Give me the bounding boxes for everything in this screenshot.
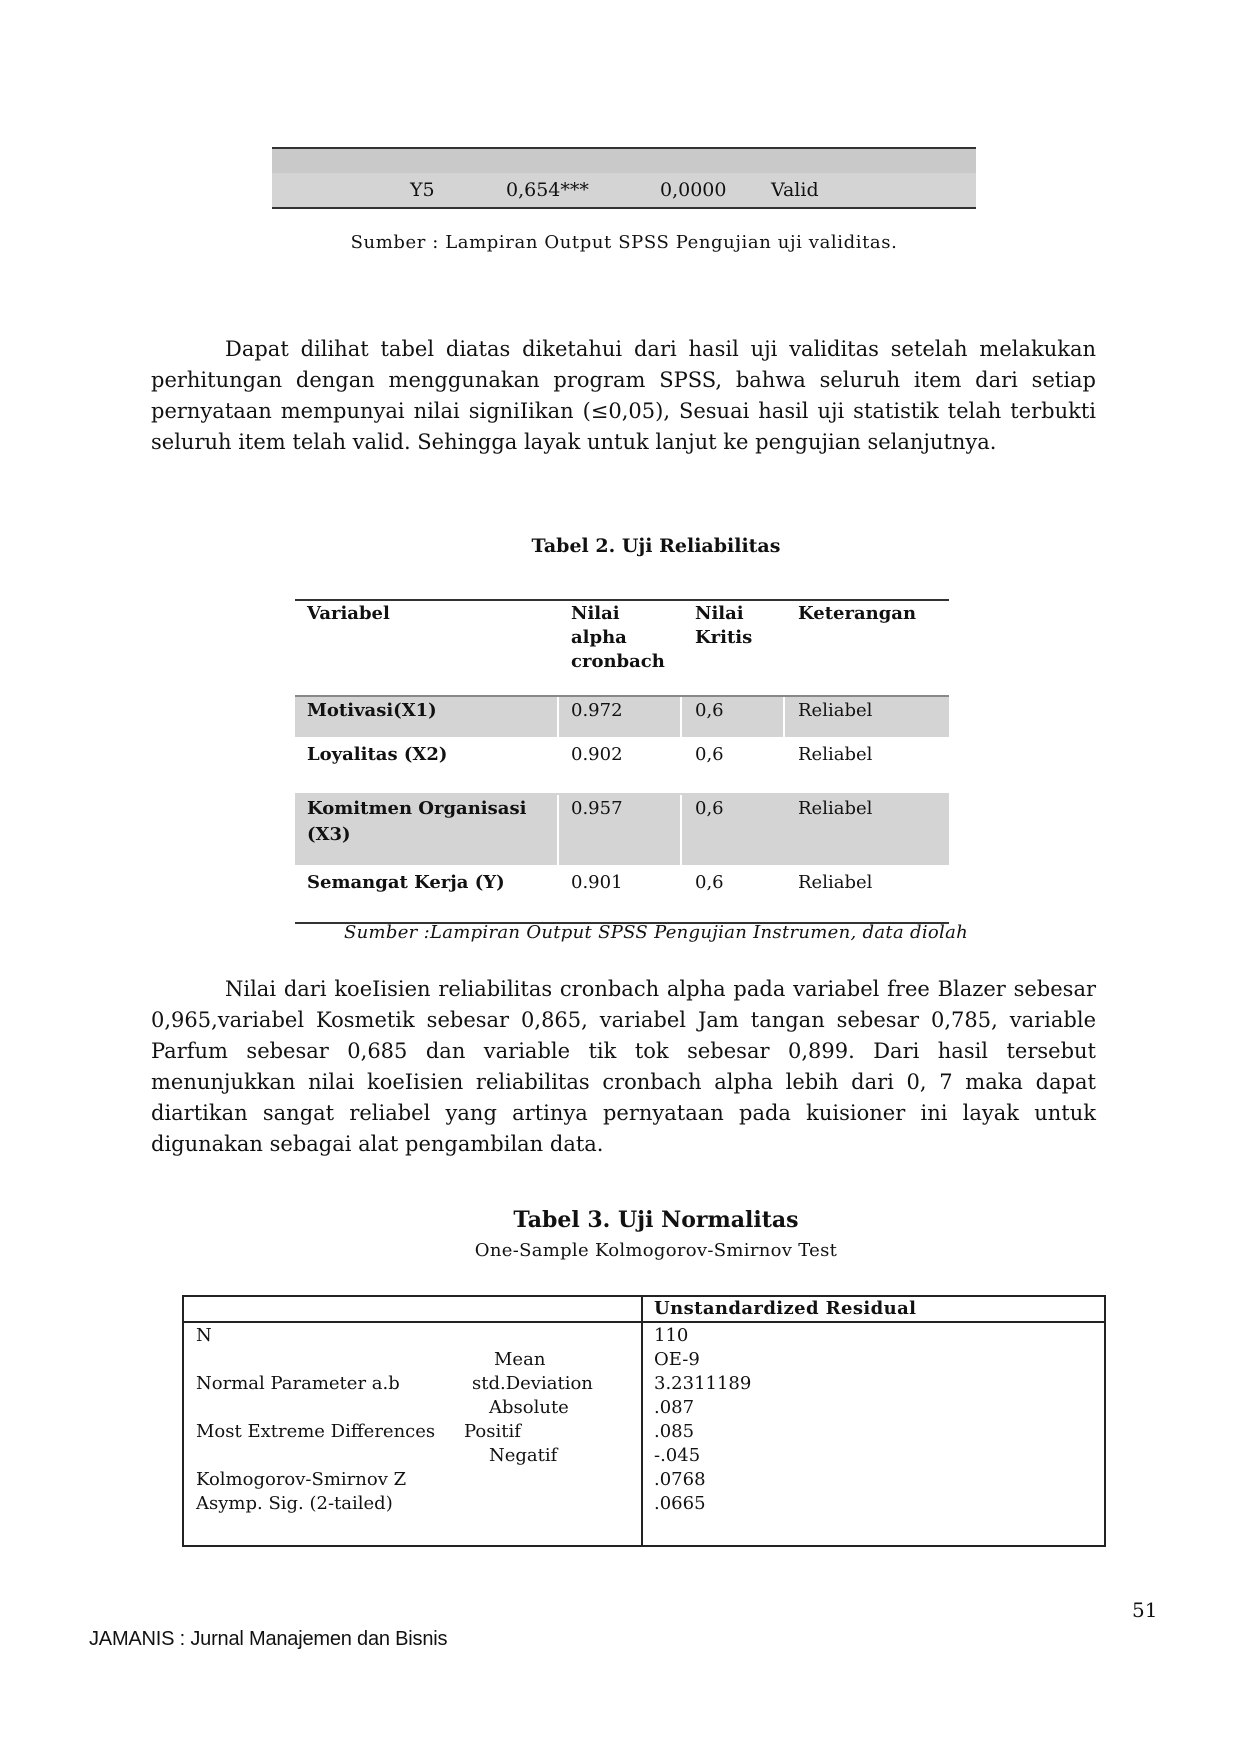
normality-table [182,1295,1106,1547]
paragraph-text: Dapat dilihat tabel diatas diketahui dari hasil uji validitas setelah melakukan perhitungan dengan menggunakan program SPSS, bahwa seluruh item dari setiap pernyataan mempunyai nilai signiIikan (≤0,05), Sesuai hasil uji statistik telah terbukti seluruh item telah valid. Sehingga layak untuk lanjut ke pengujian selanjutnya. [151,337,1096,454]
header-keterangan: Keterangan [798,603,917,624]
label-n: N [196,1325,212,1346]
value-absolute: .087 [654,1397,695,1418]
table-cell-sig: 0,0000 [660,179,727,201]
table2-title: Tabel 2. Uji Reliabilitas [531,535,781,557]
cell-kritis: 0,6 [695,798,724,819]
table1-source: Sumber : Lampiran Output SPSS Pengujian uji validitas. [350,232,898,253]
value-std: 3.2311189 [654,1373,752,1394]
label-absolute: Absolute [489,1397,569,1418]
label-most-extreme: Most Extreme Differences [196,1421,436,1442]
body-paragraph-2 [151,974,1096,1160]
journal-footer: JAMANIS : Jurnal Manajemen dan Bisnis [89,1628,448,1650]
cell-kritis: 0,6 [695,700,724,721]
label-mean: Mean [494,1349,546,1370]
cell-alpha: 0.957 [571,798,623,819]
header-alpha: Nilai alpha cronbach [571,603,665,672]
header-residual: Unstandardized Residual [654,1298,917,1319]
column-divider [641,1297,643,1545]
header-kritis: Nilai Kritis [695,603,753,648]
table-cell-r-value: 0,654*** [506,179,589,201]
header-divider [184,1321,1104,1323]
cell-variabel: Motivasi(X1) [307,700,437,721]
label-std-deviation: std.Deviation [472,1373,593,1394]
reliability-table [295,599,949,924]
cell-variabel: Semangat Kerja (Y) [307,872,505,893]
value-ks-z: .0768 [654,1469,706,1490]
page-number: 51 [1132,1598,1158,1622]
cell-alpha: 0.902 [571,744,623,765]
cell-variabel: Komitmen Organisasi (X3) [307,798,527,845]
table-cell-status: Valid [771,179,819,201]
table3-subtitle: One-Sample Kolmogorov-Smirnov Test [474,1240,838,1261]
cell-keterangan: Reliabel [798,798,873,819]
value-n: 110 [654,1325,689,1346]
paragraph-text: Nilai dari koeIisien reliabilitas cronbach alpha pada variabel free Blazer sebesar 0,965,variabel Kosmetik sebesar 0,865, variabel Jam tangan sebesar 0,785, variable Parfum sebesar 0,685 dan variable tik tok sebesar 0,899. Dari hasil tersebut menunjukkan nilai koeIisien reliabilitas cronbach alpha lebih dari 0, 7 maka dapat diartikan sangat reliabel yang artinya pernyataan pada kuisioner ini layak untuk digunakan sebagai alat pengambilan data. [151,977,1096,1156]
label-negatif: Negatif [489,1445,558,1466]
label-asymp-sig: Asymp. Sig. (2-tailed) [196,1493,393,1514]
cell-kritis: 0,6 [695,872,724,893]
value-asymp: .0665 [654,1493,706,1514]
cell-alpha: 0.972 [571,700,623,721]
table2-source: Sumber :Lampiran Output SPSS Pengujian Instrumen, data diolah [343,922,968,943]
table-cell-item: Y5 [410,179,435,201]
header-variabel: Variabel [307,603,390,624]
validity-table-fragment [272,147,976,209]
table-row [295,865,949,922]
cell-keterangan: Reliabel [798,744,873,765]
label-positif: Positif [464,1421,521,1442]
cell-keterangan: Reliabel [798,872,873,893]
value-negatif: -.045 [654,1445,701,1466]
label-ks-z: Kolmogorov-Smirnov Z [196,1469,407,1490]
table-header-row [295,601,949,695]
table-row [295,695,949,737]
table-row [295,737,949,793]
cell-variabel: Loyalitas (X2) [307,744,448,765]
label-normal-parameter: Normal Parameter a.b [196,1373,400,1394]
cell-kritis: 0,6 [695,744,724,765]
cell-alpha: 0.901 [571,872,623,893]
value-positif: .085 [654,1421,695,1442]
table-shade [272,149,976,173]
cell-keterangan: Reliabel [798,700,873,721]
table-row [295,793,949,865]
body-paragraph-1 [151,334,1096,458]
table3-title: Tabel 3. Uji Normalitas [513,1207,799,1233]
value-mean: OE-9 [654,1349,700,1370]
